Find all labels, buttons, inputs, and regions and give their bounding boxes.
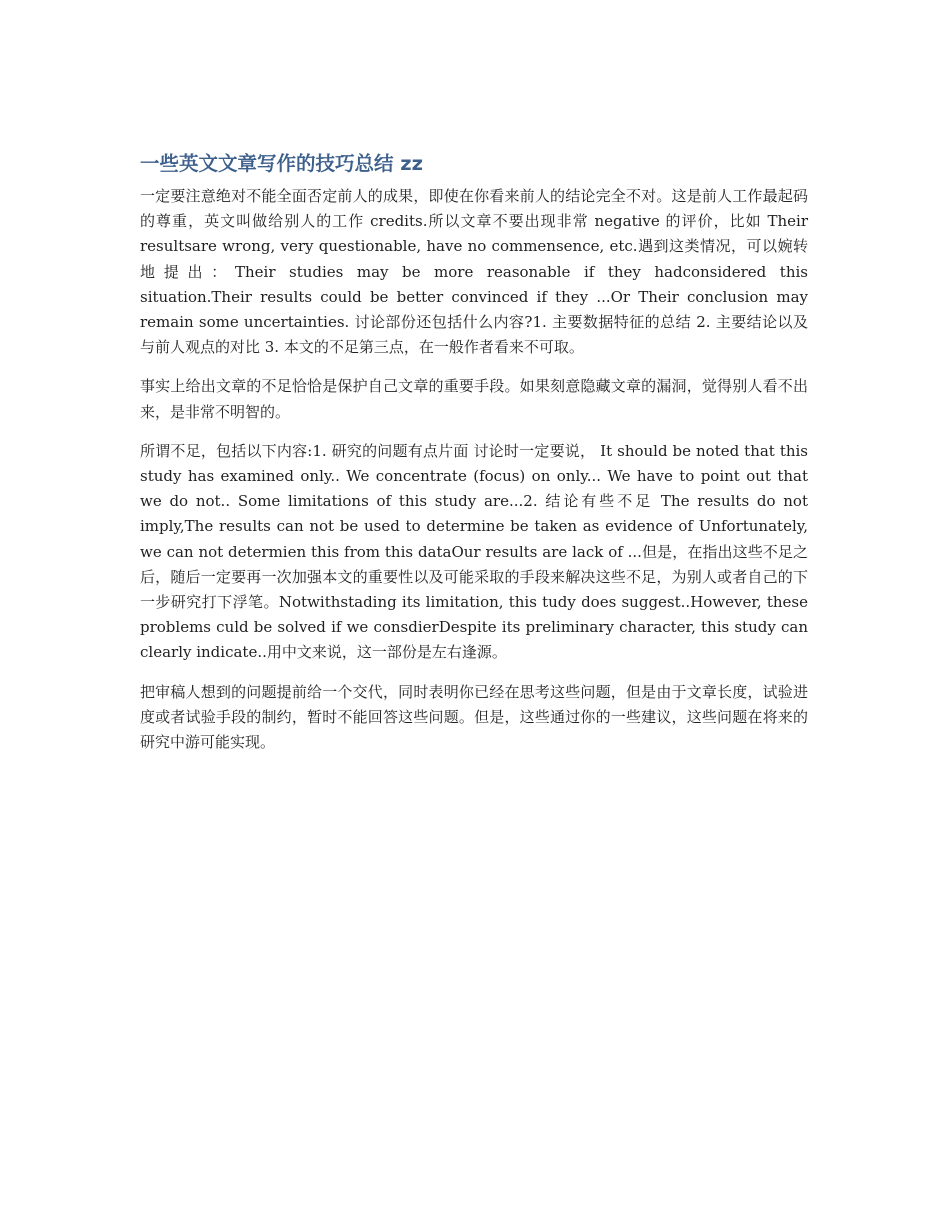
paragraph-4: 把审稿人想到的问题提前给一个交代，同时表明你已经在思考这些问题，但是由于文章长度，试验进度或者试验手段的制约，暂时不能回答这些问题。但是，这些通过你的一些建议，这些问题在将来的研究中游可能实现。: [140, 682, 808, 752]
paragraph-3: 所谓不足，包括以下内容:1. 研究的问题有点片面 讨论时一定要说， It should be noted that this study has examined only.. We concentrate (focus) on only... We have to point out that we do not.. Some limitations of this study are...2. 结论有些不足 The results do not imply,The results can not be used to determine be taken as evidence of Unfortunately, we can not determien this from this dataOur results are lack of ...但是，在指出这些不足之后，随后一定要再一次加强本文的重要性以及可能采取的手段来解决这些不足，为别人或者自己的下一步研究打下浮笔。Notwithstading its limitation, this tudy does suggest..However, these problems culd be solved if we consdierDespite its preliminary character, this study can clearly indicate..用中文来说，这一部份是左右逢源。: [140, 441, 808, 662]
document-page: [140, 150, 808, 769]
paragraph-1: 一定要注意绝对不能全面否定前人的成果，即使在你看来前人的结论完全不对。这是前人工作最起码的尊重，英文叫做给别人的工作 credits.所以文章不要出现非常 negative 的评价，比如 Their resultsare wrong, very questionable, have no commensence, etc.遇到这类情况，可以婉转地提出：Their studies may be more reasonable if they hadconsidered this situation.Their results could be better convinced if they ...Or Their conclusion may remain some uncertainties. 讨论部份还包括什么内容?1. 主要数据特征的总结 2. 主要结论以及与前人观点的对比 3. 本文的不足第三点，在一般作者看来不可取。: [140, 187, 808, 357]
paragraph-2: 事实上给出文章的不足恰恰是保护自己文章的重要手段。如果刻意隐藏文章的漏洞，觉得别人看不出来，是非常不明智的。: [140, 377, 808, 421]
document-title: 一些英文文章写作的技巧总结 zz: [140, 152, 423, 175]
